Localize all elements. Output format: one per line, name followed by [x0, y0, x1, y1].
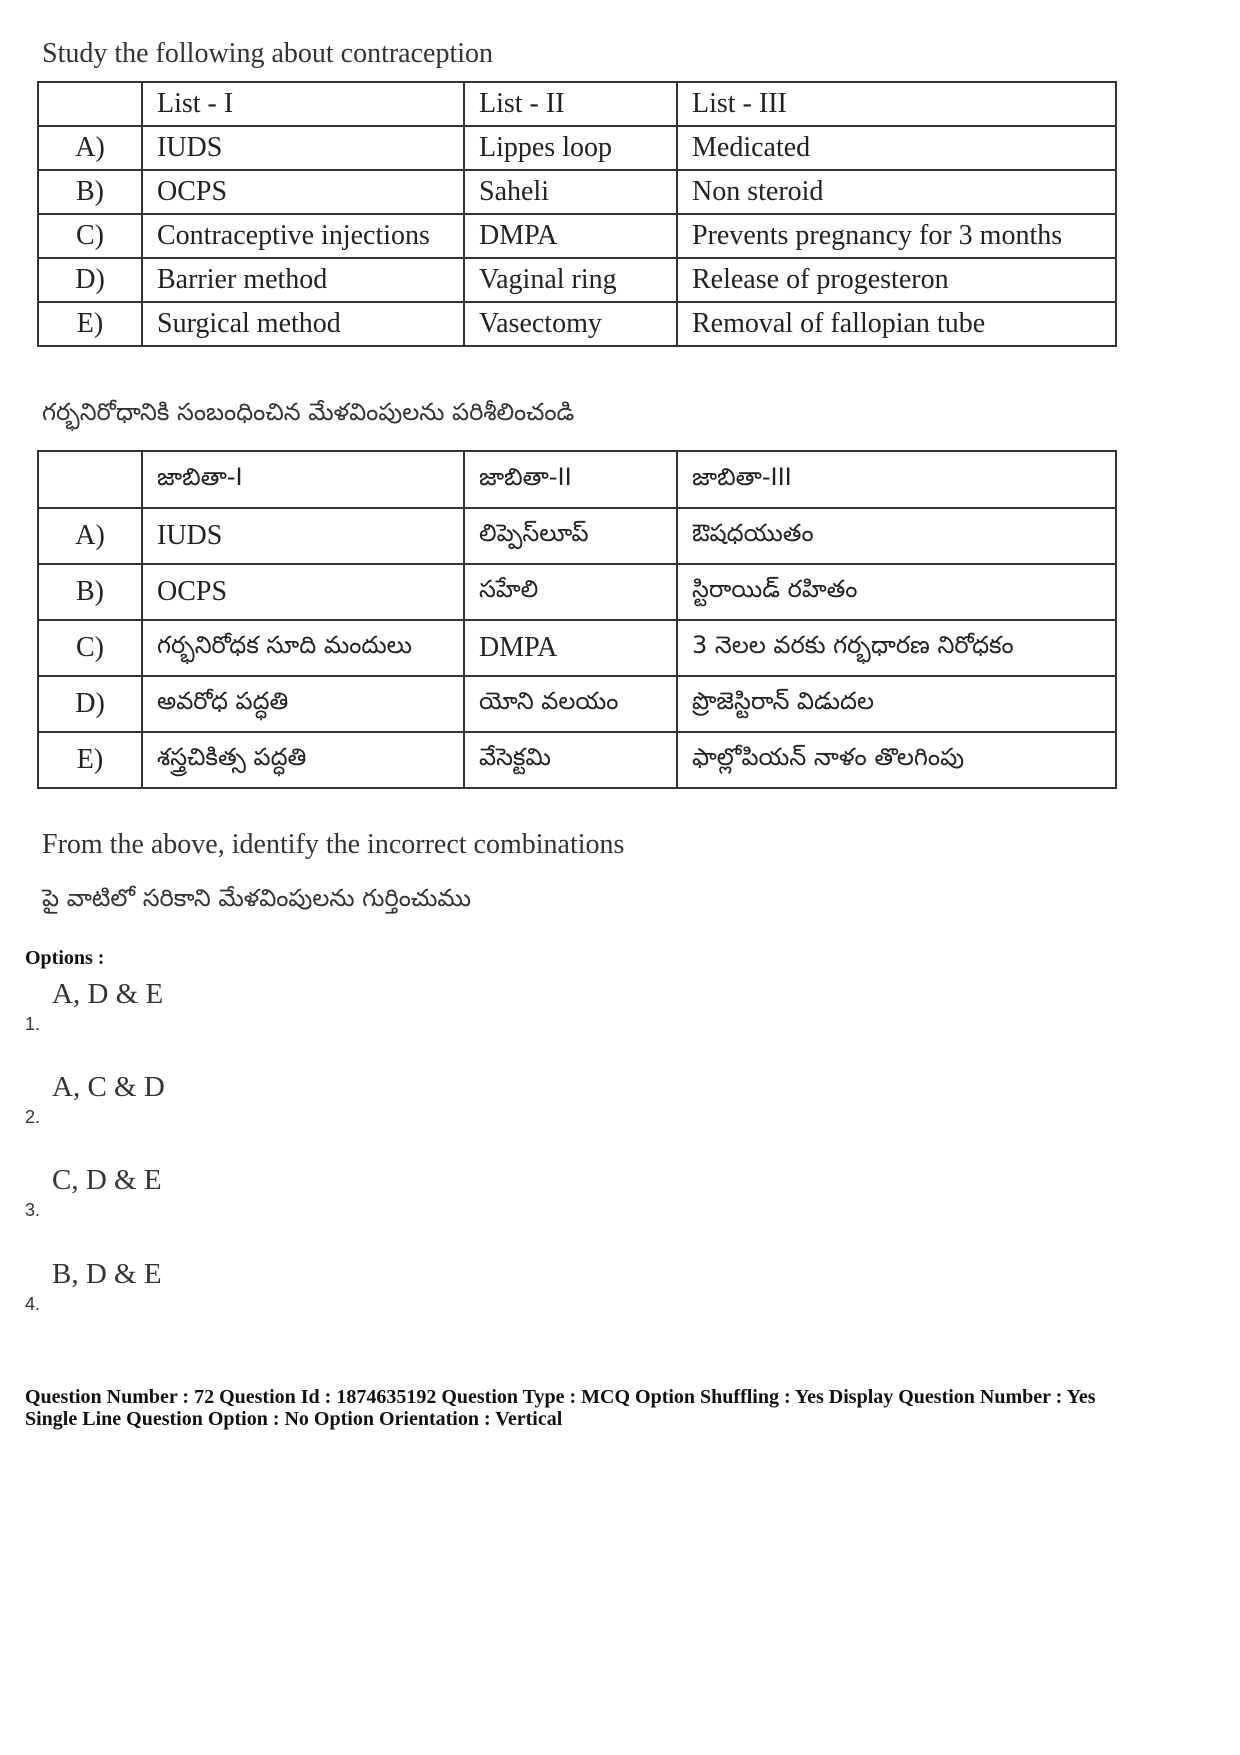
option-4[interactable] — [25, 1258, 425, 1318]
list1-cell: Surgical method — [142, 302, 464, 346]
row-label: E) — [38, 732, 142, 788]
list2-cell: Saheli — [464, 170, 677, 214]
list3-cell: ఔషధయుతం — [677, 508, 1116, 564]
table-row — [38, 258, 1116, 302]
list3-cell: Removal of fallopian tube — [677, 302, 1116, 346]
list3-cell: Medicated — [677, 126, 1116, 170]
option-text: A, D & E — [52, 978, 164, 1010]
list3-cell: Prevents pregnancy for 3 months — [677, 214, 1116, 258]
table-row — [38, 732, 1116, 788]
list2-cell: సహేలి — [464, 564, 677, 620]
list2-cell: Vaginal ring — [464, 258, 677, 302]
option-1[interactable] — [25, 978, 425, 1038]
row-label: A) — [38, 508, 142, 564]
row-label: B) — [38, 564, 142, 620]
header-cell: List - I — [142, 82, 464, 126]
row-label: E) — [38, 302, 142, 346]
row-label: D) — [38, 676, 142, 732]
list1-cell: Barrier method — [142, 258, 464, 302]
question-intro-english: Study the following about contraception — [42, 38, 494, 69]
header-cell — [38, 82, 142, 126]
list1-cell: OCPS — [142, 170, 464, 214]
list3-cell: ఫాల్లోపియన్ నాళం తొలగింపు — [677, 732, 1116, 788]
table-header-row — [38, 82, 1116, 126]
header-cell — [38, 451, 142, 508]
list2-cell: DMPA — [464, 620, 677, 676]
list3-cell: స్టిరాయిడ్ రహితం — [677, 564, 1116, 620]
list-table-telugu — [37, 450, 1117, 789]
table-header-row — [38, 451, 1116, 508]
list2-cell: DMPA — [464, 214, 677, 258]
list2-cell: Lippes loop — [464, 126, 677, 170]
instruction-english: From the above, identify the incorrect combinations — [42, 829, 625, 860]
option-text: C, D & E — [52, 1164, 162, 1196]
options-heading: Options : — [25, 947, 105, 969]
metadata-line-2: Single Line Question Option : No Option Orientation : Vertical — [25, 1408, 563, 1430]
option-text: B, D & E — [52, 1258, 162, 1290]
list1-cell: IUDS — [142, 508, 464, 564]
list2-cell: Vasectomy — [464, 302, 677, 346]
header-cell: జాబితా-I — [142, 451, 464, 508]
row-label: D) — [38, 258, 142, 302]
table-row — [38, 126, 1116, 170]
header-cell: List - II — [464, 82, 677, 126]
list1-cell: శస్త్రచికిత్స పద్ధతి — [142, 732, 464, 788]
list1-cell: Contraceptive injections — [142, 214, 464, 258]
option-number: 4. — [25, 1294, 41, 1314]
option-number: 1. — [25, 1014, 41, 1034]
row-label: B) — [38, 170, 142, 214]
table-row — [38, 620, 1116, 676]
table-row — [38, 214, 1116, 258]
list1-cell: OCPS — [142, 564, 464, 620]
table-row — [38, 170, 1116, 214]
option-3[interactable] — [25, 1164, 425, 1224]
row-label: A) — [38, 126, 142, 170]
option-text: A, C & D — [52, 1071, 165, 1103]
table-row — [38, 302, 1116, 346]
header-cell: జాబితా-III — [677, 451, 1116, 508]
question-intro-telugu: గర్భనిరోధానికి సంబంధించిన మేళవింపులను పరిశీలించండి — [42, 398, 575, 426]
list2-cell: వేసెక్టమి — [464, 732, 677, 788]
list3-cell: Release of progesteron — [677, 258, 1116, 302]
question-metadata — [25, 1386, 1225, 1430]
option-2[interactable] — [25, 1071, 425, 1131]
list3-cell: 3 నెలల వరకు గర్భధారణ నిరోధకం — [677, 620, 1116, 676]
row-label: C) — [38, 620, 142, 676]
table-row — [38, 508, 1116, 564]
row-label: C) — [38, 214, 142, 258]
list1-cell: IUDS — [142, 126, 464, 170]
option-number: 2. — [25, 1107, 41, 1127]
metadata-line-1: Question Number : 72 Question Id : 1874635192 Question Type : MCQ Option Shuffling : Yes Display Question Number : Yes — [25, 1386, 1096, 1408]
header-cell: List - III — [677, 82, 1116, 126]
option-number: 3. — [25, 1200, 41, 1220]
list1-cell: గర్భనిరోధక సూది మందులు — [142, 620, 464, 676]
list3-cell: ప్రొజెస్టిరాన్ విడుదల — [677, 676, 1116, 732]
table-row — [38, 564, 1116, 620]
list-table-english — [37, 81, 1117, 347]
header-cell: జాబితా-II — [464, 451, 677, 508]
list1-cell: అవరోధ పద్ధతి — [142, 676, 464, 732]
list3-cell: Non steroid — [677, 170, 1116, 214]
list2-cell: లిప్పెస్‌లూప్ — [464, 508, 677, 564]
table-row — [38, 676, 1116, 732]
list2-cell: యోని వలయం — [464, 676, 677, 732]
instruction-telugu: పై వాటిలో సరికాని మేళవింపులను గుర్తించుము — [42, 884, 472, 912]
